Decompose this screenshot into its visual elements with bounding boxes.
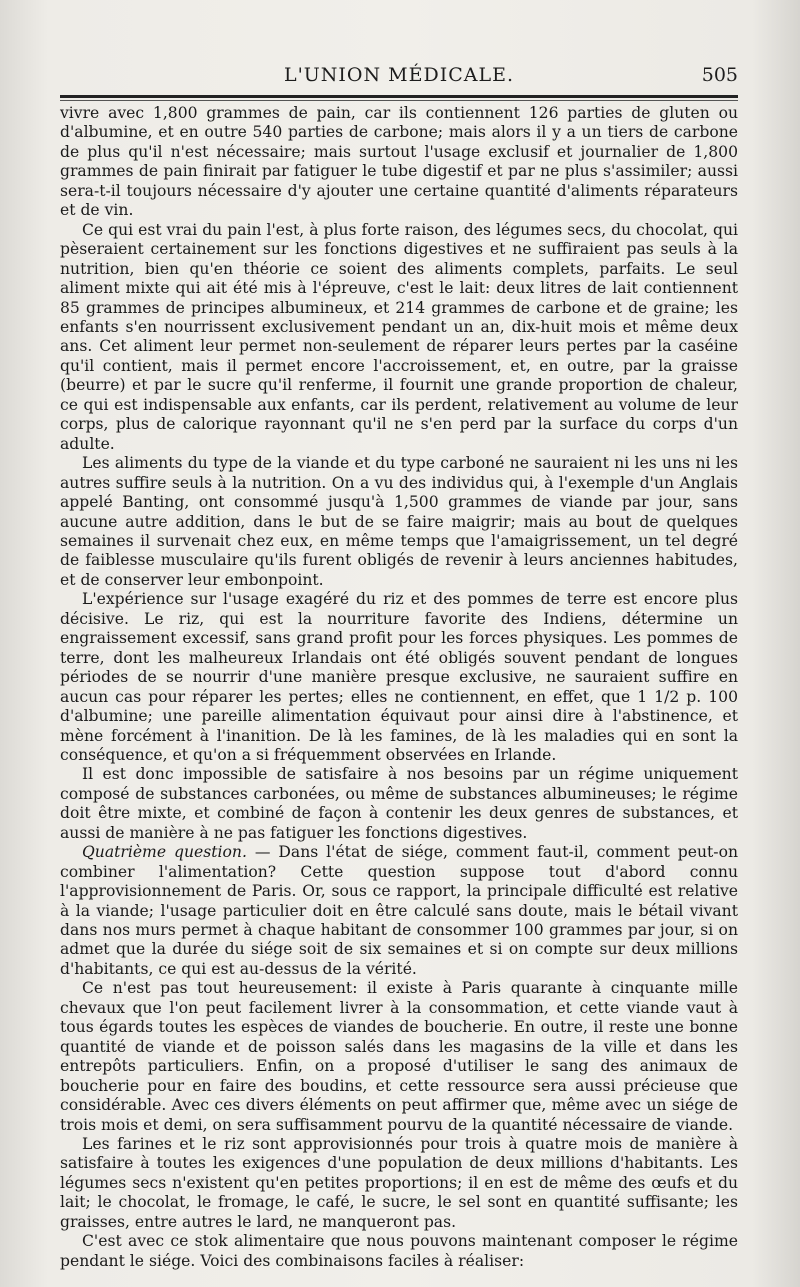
paragraph: Les aliments du type de la viande et du type carboné ne sauraient ni les uns ni les autres suffire seuls à la nutrition. On a vu des individus qui, à l'exemple d'un Anglais appelé Banting, ont consommé jusqu'à 1,500 grammes de viande par jour, sans aucune autre addition, dans le but de se faire maigrir; mais au bout de quelques semaines il survenait chez eux, en même temps que l'amaigrissement, un tel degré de faiblesse musculaire qu'ils furent obligés de revenir à leurs anciennes habitudes, et de conserver leur embonpoint. (60, 454, 738, 589)
paragraph (60, 843, 738, 979)
paragraph: vivre avec 1,800 grammes de pain, car ils contiennent 126 parties de gluten ou d'albumine, et en outre 540 parties de carbone; mais alors il y a un tiers de carbone de plus qu'il n'est nécessaire; mais surtout l'usage exclusif et journalier de 1,800 grammes de pain finirait par fatiguer le tube digestif et par ne plus s'assimiler; aussi sera-t-il toujours nécessaire d'y ajouter une certaine quantité d'aliments réparateurs et de vin. (60, 104, 738, 220)
question-heading: Quatrième question. (82, 843, 247, 862)
paragraph: Ce n'est pas tout heureusement: il existe à Paris quarante à cinquante mille chevaux que l'on peut facilement livrer à la consommation, et cette viande vaut à tous égards toutes les espèces de viandes de boucherie. En outre, il reste une bonne quantité de viande et de poisson salés dans les magasins de la ville et dans les entrepôts particuliers. Enfin, on a proposé d'utiliser le sang des animaux de boucherie pour en faire des boudins, et cette ressource sera aussi précieuse que considérable. Avec ces divers éléments on peut affirmer que, même avec un siége de trois mois et demi, on sera suffisamment pourvu de la quantité nécessaire de viande. (60, 979, 738, 1134)
paragraph: Les farines et le riz sont approvisionnés pour trois à quatre mois de manière à satisfaire à toutes les exigences d'une population de deux millions d'habitants. Les légumes secs n'existent qu'en petites proportions; il en est de même des œufs et du lait; le chocolat, le fromage, le café, le sucre, le sel sont en quantité suffisante; les graisses, entre autres le lard, ne manqueront pas. (60, 1135, 738, 1231)
paragraph-text: — Dans l'état de siége, comment faut-il, comment peut-on combiner l'alimentation? Cette question suppose tout d'abord connu l'approvisionnement de Paris. Or, sous ce rapport, la principale difficulté est relative à la viande; l'usage particulier doit en être calculé sans doute, mais le bétail vivant dans nos murs permet à chaque habitant de consommer 100 grammes par jour, si on admet que la durée du siége soit de six semaines et si on compte sur deux millions d'habitants, ce qui est au-dessus de la vérité. (60, 843, 738, 978)
paragraph: C'est avec ce stok alimentaire que nous pouvons maintenant composer le régime pendant le siége. Voici des combinaisons faciles à réaliser: (60, 1232, 738, 1270)
paragraph: Il est donc impossible de satisfaire à nos besoins par un régime uniquement composé de substances carbonées, ou même de substances albumineuses; le régime doit être mixte, et combiné de façon à contenir les deux genres de substances, et aussi de manière à ne pas fatiguer les fonctions digestives. (60, 765, 738, 842)
header-rule-thin (60, 100, 738, 101)
paragraph: L'expérience sur l'usage exagéré du riz et des pommes de terre est encore plus décisive. Le riz, qui est la nourriture favorite des Indiens, détermine un engraissement excessif, sans grand profit pour les forces physiques. Les pommes de terre, dont les malheureux Irlandais ont été obligés souvent pendant de longues périodes de se nourrir d'une manière presque exclusive, ne sauraient suffire en aucun cas pour réparer les pertes; elles ne contiennent, en effet, que 1 1/2 p. 100 d'albumine; une pareille alimentation équivaut pour ainsi dire à l'abstinence, et mène forcément à l'inanition. De là les famines, de là les maladies qui en sont la conséquence, et qu'on a si fréquemment observées en Irlande. (60, 590, 738, 764)
body-text (60, 104, 738, 1271)
header-rule (60, 95, 738, 98)
running-title: L'UNION MÉDICALE. (283, 64, 515, 86)
paragraph: Ce qui est vrai du pain l'est, à plus forte raison, des légumes secs, du chocolat, qui pèseraient certainement sur les fonctions digestives et ne suffiraient pas seuls à la nutrition, bien qu'en théorie ce soient des aliments complets, parfaits. Le seul aliment mixte qui ait été mis à l'épreuve, c'est le lait: deux litres de lait contiennent 85 grammes de principes albumineux, et 214 grammes de carbone et de graine; les enfants s'en nourrissent exclusivement pendant un an, dix-huit mois et même deux ans. Cet aliment leur permet non-seulement de réparer leurs pertes par la caséine qu'il contient, mais il permet encore l'accroissement, et, en outre, par la graisse (beurre) et par le sucre qu'il renferme, il fournit une grande proportion de chaleur, ce qui est indispensable aux enfants, car ils perdent, relativement au volume de leur corps, plus de calorique rayonnant qu'il ne s'en perd par la surface du corps d'un adulte. (60, 220, 738, 453)
page-number: 505 (701, 64, 738, 86)
page-header (60, 60, 738, 100)
